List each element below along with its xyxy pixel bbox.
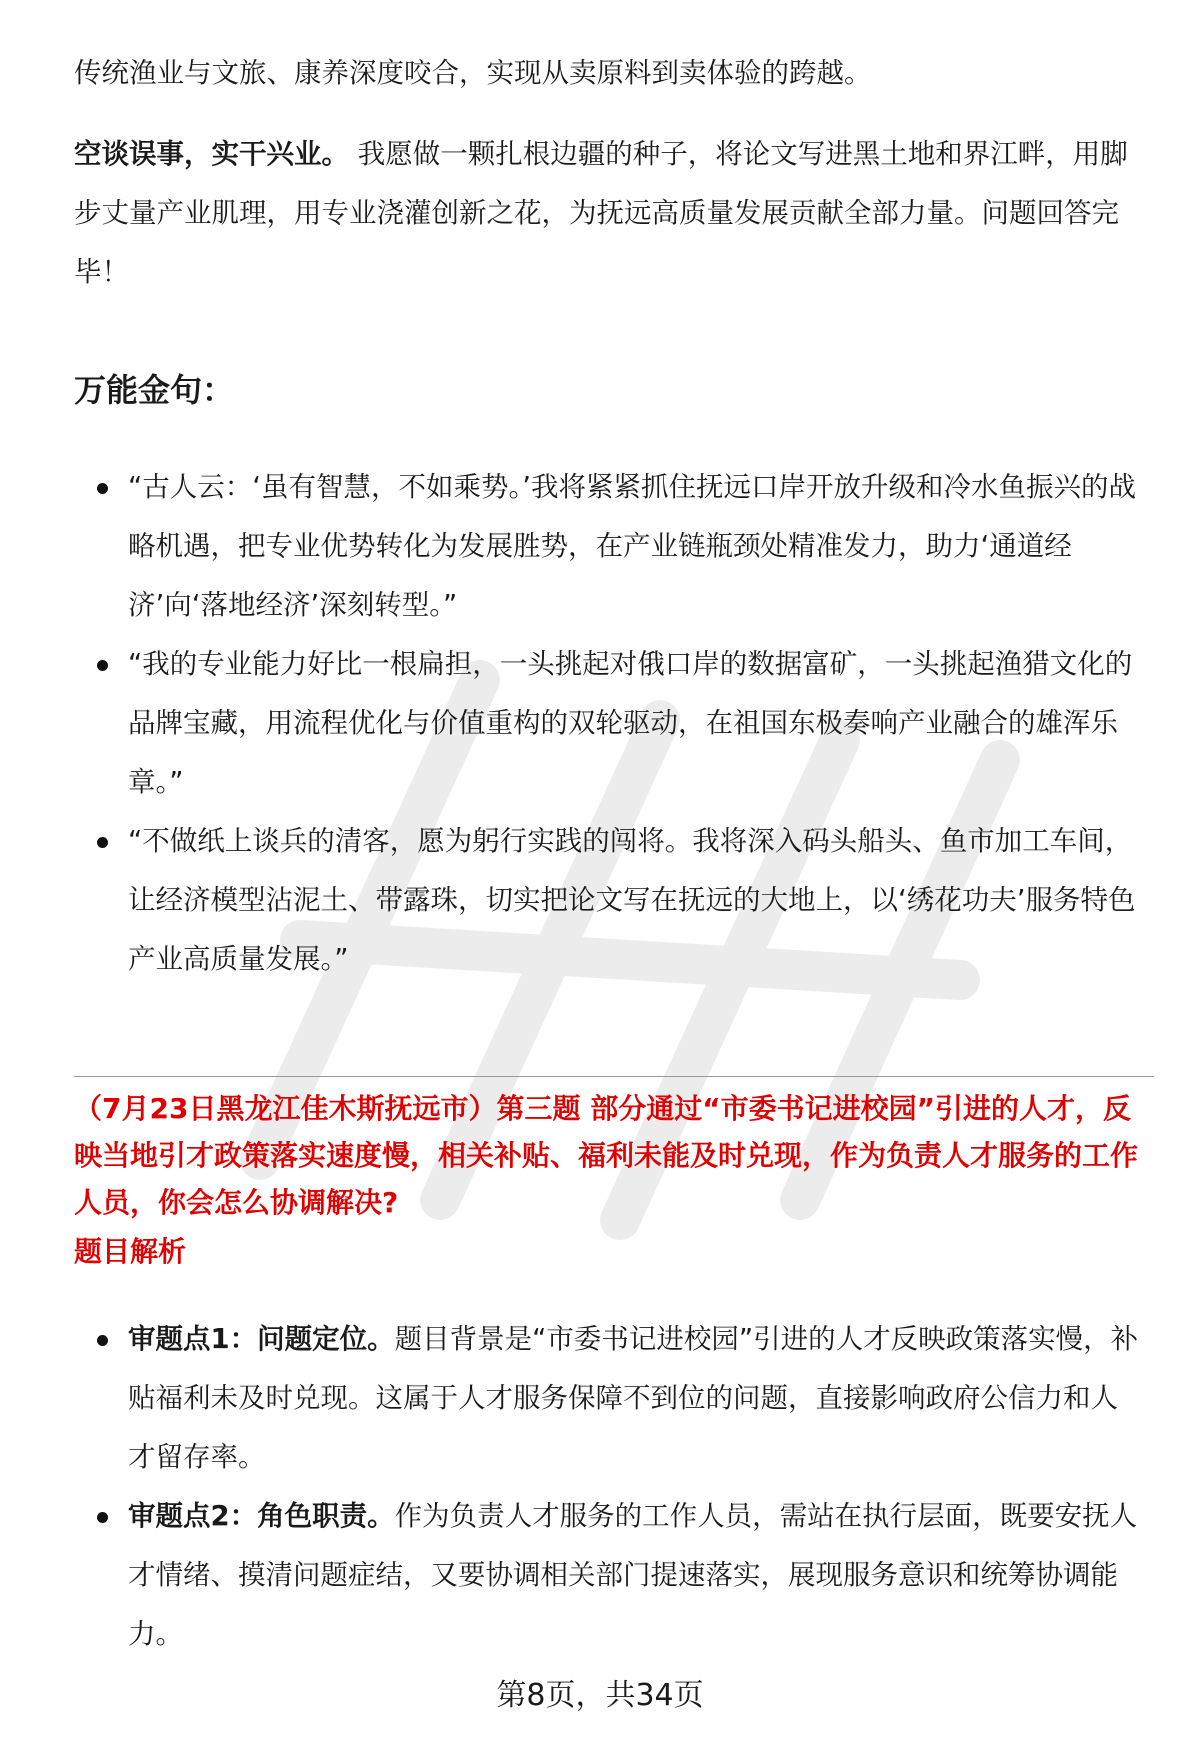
- golden-sentences-list: [74, 458, 1140, 989]
- point-label: 审题点2：角色职责。: [128, 1500, 395, 1532]
- point-label: 审题点1：问题定位。: [128, 1323, 395, 1355]
- bullet-icon: [97, 837, 108, 848]
- closing-text: 我愿做一颗扎根边疆的种子，将论文写进黑土地和界江畔，用脚步丈量产业肌理，用专业浇灌创新之花，为抚远高质量发展贡献全部力量。问题回答完毕！: [74, 138, 1128, 288]
- page-footer: 第8页，共34页: [496, 1678, 704, 1713]
- intro-line: 传统渔业与文旅、康养深度咬合，实现从卖原料到卖体验的跨越。: [74, 57, 872, 89]
- point-text: 题目背景是“市委书记进校园”引进的人才反映政策落实慢，补贴福利未及时兑现。这属于人才服务保障不到位的问题，直接影响政府公信力和人才留存率。: [128, 1323, 1139, 1473]
- golden-sentence-text: “古人云：‘虽有智慧，不如乘势。’我将紧紧抓住抚远口岸开放升级和冷水鱼振兴的战略机遇，把专业优势转化为发展胜势，在产业链瓶颈处精准发力，助力‘通道经济’向‘落地经济’深刻转型。”: [128, 471, 1136, 621]
- list-item: [74, 1487, 1140, 1664]
- list-item: [74, 812, 1140, 989]
- closing-lead: 空谈误事，实干兴业。: [74, 138, 349, 170]
- bullet-icon: [97, 1335, 108, 1346]
- closing-paragraph: [74, 125, 1140, 302]
- bullet-icon: [97, 483, 108, 494]
- list-item: [74, 635, 1140, 812]
- bullet-icon: [97, 1512, 108, 1523]
- golden-sentence-text: “我的专业能力好比一根扁担，一头挑起对俄口岸的数据富矿，一头挑起渔猎文化的品牌宝藏，用流程优化与价值重构的双轮驱动，在祖国东极奏响产业融合的雄浑乐章。”: [128, 648, 1133, 798]
- section-divider: [74, 1076, 1154, 1077]
- list-item: [74, 1310, 1140, 1487]
- bullet-icon: [97, 660, 108, 671]
- point-text: 作为负责人才服务的工作人员，需站在执行层面，既要安抚人才情绪、摸清问题症结，又要协调相关部门提速落实，展现服务意识和统筹协调能力。: [128, 1500, 1138, 1650]
- analysis-title: 题目解析: [74, 1235, 187, 1268]
- question-text: （7月23日黑龙江佳木斯抚远市）第三题 部分通过“市委书记进校园”引进的人才，反映当地引才政策落实速度慢，相关补贴、福利未能及时兑现，作为负责人才服务的工作人员，你会怎么协调解决?: [74, 1092, 1139, 1219]
- golden-sentence-text: “不做纸上谈兵的清客，愿为躬行实践的闯将。我将深入码头船头、鱼市加工车间，让经济模型沾泥土、带露珠，切实把论文写在抚远的大地上，以‘绣花功夫’服务特色产业高质量发展。”: [128, 825, 1136, 975]
- list-item: [74, 458, 1140, 635]
- golden-sentences-title: 万能金句：: [74, 371, 235, 409]
- analysis-points-list: [74, 1310, 1140, 1664]
